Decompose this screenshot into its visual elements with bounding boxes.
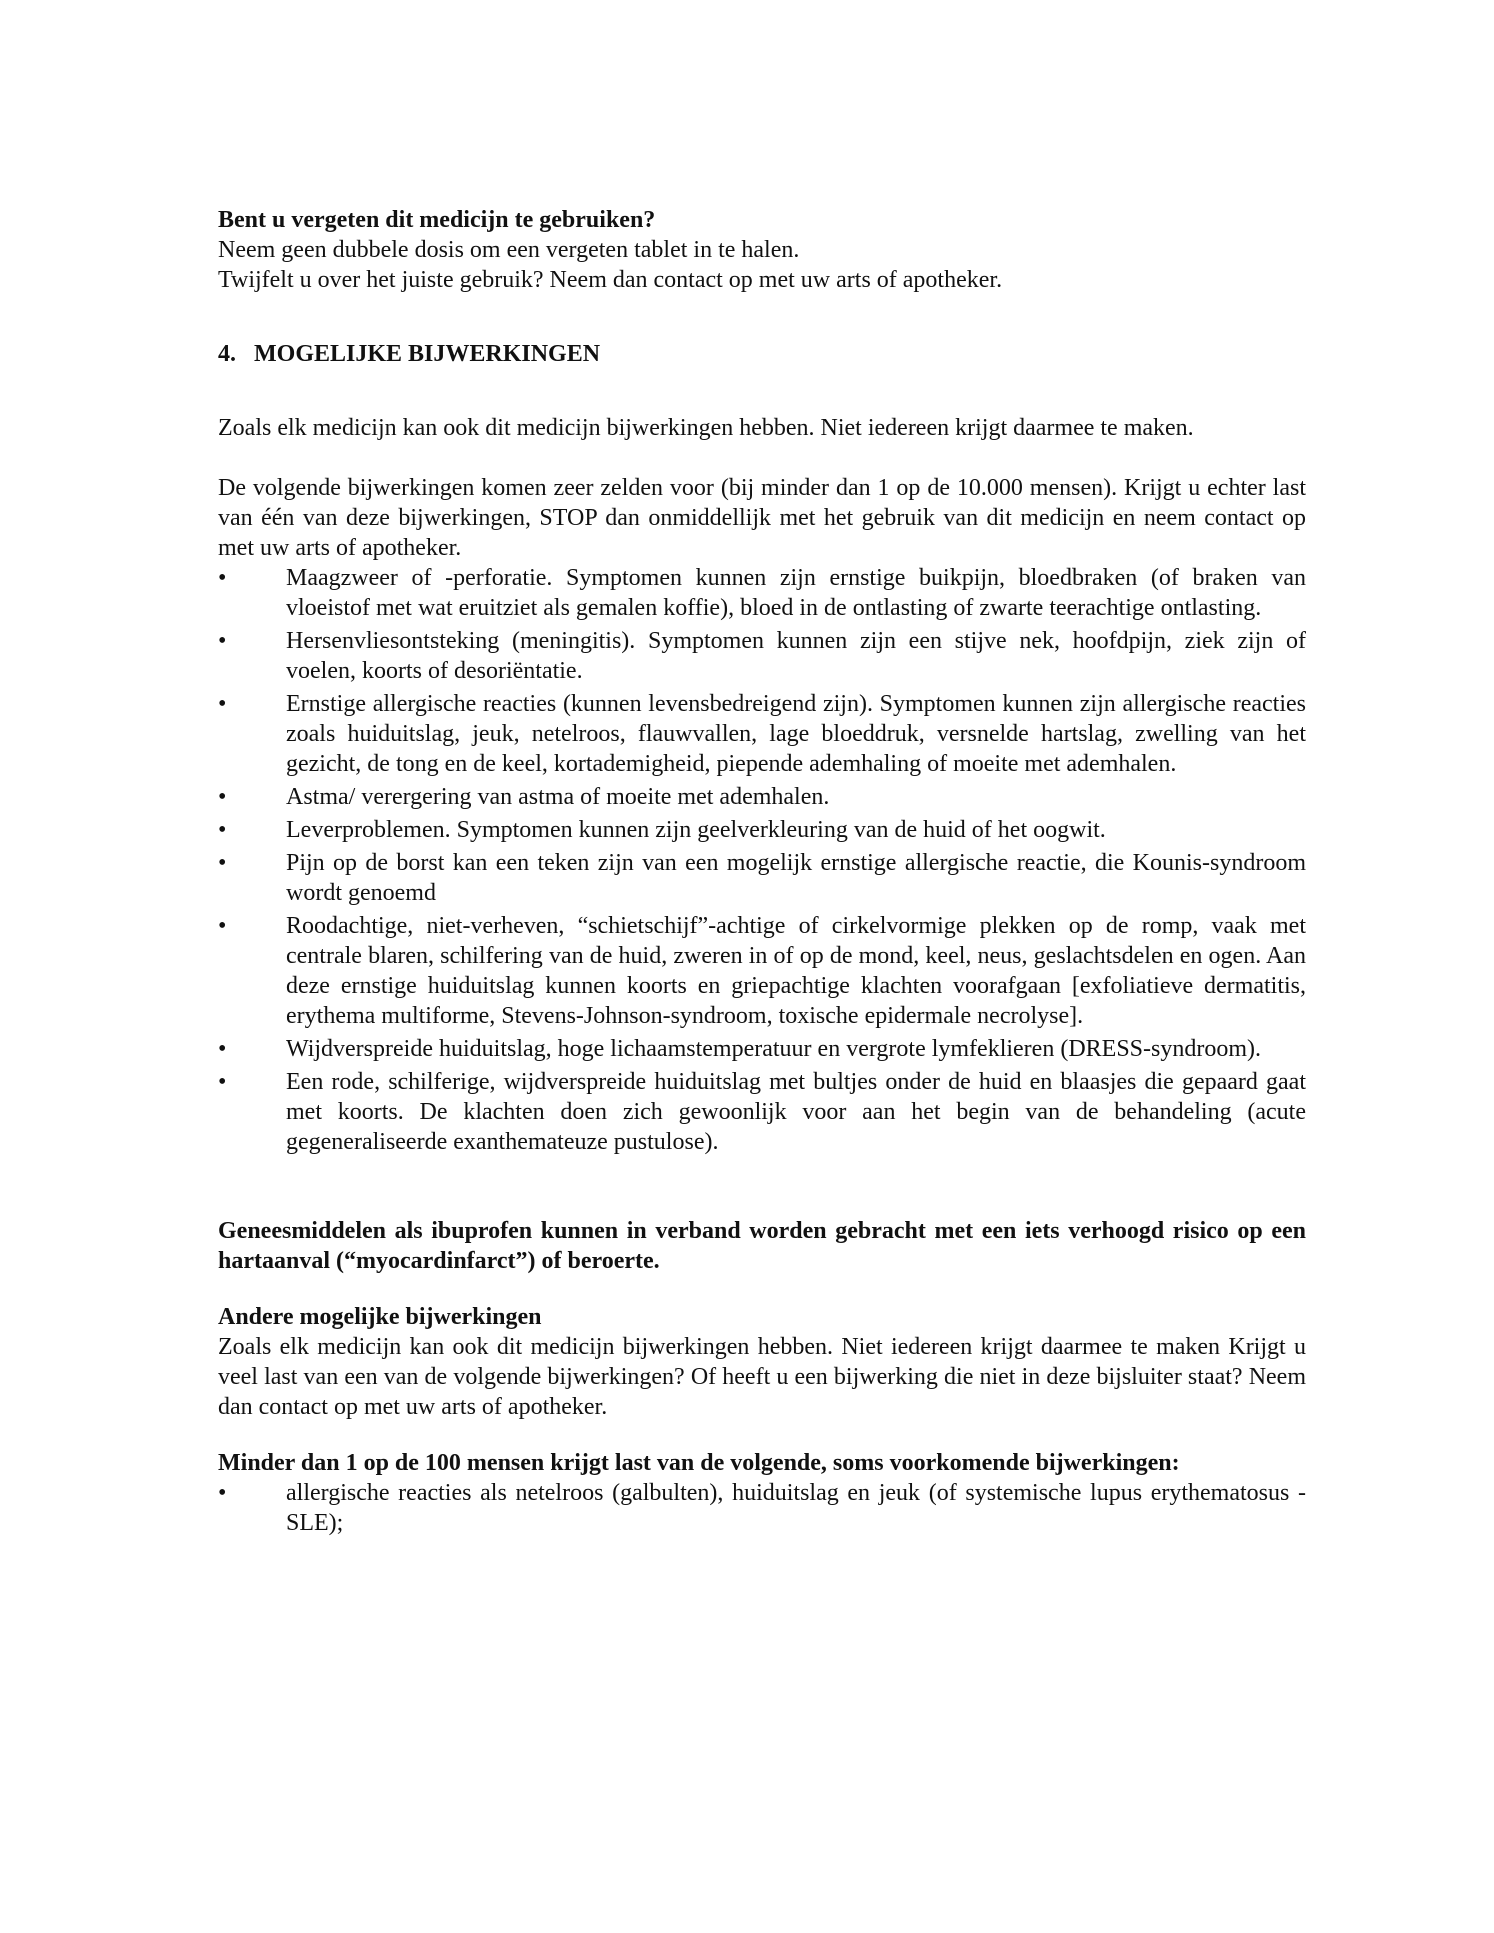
section-title: MOGELIJKE BIJWERKINGEN xyxy=(254,341,601,367)
very-rare-list xyxy=(218,563,1306,1157)
list-item-text: Astma/ verergering van astma of moeite met ademhalen. xyxy=(286,784,830,810)
list-item-text: Pijn op de borst kan een teken zijn van een mogelijk ernstige allergische reactie, die Kounis-syndroom wordt genoemd xyxy=(286,850,1306,906)
list-item xyxy=(218,1067,1306,1157)
list-item-text: Hersenvliesontsteking (meningitis). Symptomen kunnen zijn een stijve nek, hoofdpijn, ziek zijn of voelen, koorts of desoriëntatie. xyxy=(286,628,1306,684)
list-item-text: Een rode, schilferige, wijdverspreide huiduitslag met bultjes onder de huid en blaasjes die gepaard gaat met koorts. De klachten doen zich gewoonlijk voor aan het begin van de behandeling (acute gegeneraliseerde exanthemateuze pustulose). xyxy=(286,1069,1306,1155)
list-item-text: Leverproblemen. Symptomen kunnen zijn geelverkleuring van de huid of het oogwit. xyxy=(286,817,1106,843)
forgot-dose-line-1: Neem geen dubbele dosis om een vergeten tablet in te halen. xyxy=(218,237,800,263)
list-item xyxy=(218,563,1306,623)
ibuprofen-warning: Geneesmiddelen als ibuprofen kunnen in verband worden gebracht met een iets verhoogd risico op een hartaanval (“myocardinfarct”) of beroerte. xyxy=(218,1218,1306,1274)
section-heading xyxy=(218,339,1306,369)
other-side-effects-title: Andere mogelijke bijwerkingen xyxy=(218,1304,542,1330)
bullet-icon: • xyxy=(218,1036,227,1062)
bullet-icon: • xyxy=(218,817,227,843)
list-item-text: Ernstige allergische reacties (kunnen levensbedreigend zijn). Symptomen kunnen zijn allergische reacties zoals huiduitslag, jeuk, netelroos, flauwvallen, lage bloeddruk, versnelde hartslag, zwelling van het gezicht, de tong en de keel, kortademigheid, piepende ademhaling of moeite met ademhalen. xyxy=(286,691,1306,777)
bullet-icon: • xyxy=(218,1480,227,1506)
bullet-icon: • xyxy=(218,784,227,810)
bullet-icon: • xyxy=(218,628,227,654)
list-item xyxy=(218,848,1306,908)
spacer xyxy=(218,295,1306,339)
list-item xyxy=(218,815,1306,845)
list-item xyxy=(218,689,1306,779)
list-item-text: Roodachtige, niet-verheven, “schietschijf”-achtige of cirkelvormige plekken op de romp, vaak met centrale blaren, schilfering van de huid, zweren in of op de mond, keel, neus, geslachtsdelen en ogen. Aan deze ernstige huiduitslag kunnen koorts en griepachtige klachten voorafgaan [exfoliatieve dermatitis, erythema multiforme, Stevens-Johnson-syndroom, toxische epidermale necrolyse]. xyxy=(286,913,1306,1029)
bullet-icon: • xyxy=(218,565,227,591)
bullet-icon: • xyxy=(218,913,227,939)
list-item xyxy=(218,911,1306,1031)
bullet-icon: • xyxy=(218,1069,227,1095)
document-page xyxy=(218,205,1306,1541)
section-number: 4. xyxy=(218,341,236,367)
list-item xyxy=(218,1478,1306,1538)
spacer xyxy=(218,443,1306,473)
side-effects-intro: Zoals elk medicijn kan ook dit medicijn bijwerkingen hebben. Niet iedereen krijgt daarmee te maken. xyxy=(218,415,1194,441)
spacer xyxy=(218,1422,1306,1448)
spacer xyxy=(218,1160,1306,1216)
uncommon-title: Minder dan 1 op de 100 mensen krijgt last van de volgende, soms voorkomende bijwerkingen: xyxy=(218,1450,1180,1476)
other-side-effects-text: Zoals elk medicijn kan ook dit medicijn bijwerkingen hebben. Niet iedereen krijgt daarmee te maken Krijgt u veel last van een van de volgende bijwerkingen? Of heeft u een bijwerking die niet in deze bijsluiter staat? Neem dan contact op met uw arts of apotheker. xyxy=(218,1334,1306,1420)
list-item xyxy=(218,782,1306,812)
spacer xyxy=(218,1276,1306,1302)
forgot-dose-title: Bent u vergeten dit medicijn te gebruiken? xyxy=(218,207,656,233)
list-item-text: allergische reacties als netelroos (galbulten), huiduitslag en jeuk (of systemische lupus erythematosus - SLE); xyxy=(286,1480,1306,1536)
bullet-icon: • xyxy=(218,850,227,876)
list-item xyxy=(218,1034,1306,1064)
forgot-dose-line-2: Twijfelt u over het juiste gebruik? Neem dan contact op met uw arts of apotheker. xyxy=(218,267,1003,293)
list-item-text: Maagzweer of -perforatie. Symptomen kunnen zijn ernstige buikpijn, bloedbraken (of braken van vloeistof met wat eruitziet als gemalen koffie), bloed in de ontlasting of zwarte teerachtige ontlasting. xyxy=(286,565,1306,621)
spacer xyxy=(218,369,1306,413)
bullet-icon: • xyxy=(218,691,227,717)
very-rare-intro: De volgende bijwerkingen komen zeer zelden voor (bij minder dan 1 op de 10.000 mensen). Krijgt u echter last van één van deze bijwerkingen, STOP dan onmiddellijk met het gebruik van dit medicijn en neem contact op met uw arts of apotheker. xyxy=(218,475,1306,561)
list-item-text: Wijdverspreide huiduitslag, hoge lichaamstemperatuur en vergrote lymfeklieren (DRESS-syndroom). xyxy=(286,1036,1261,1062)
list-item xyxy=(218,626,1306,686)
uncommon-list xyxy=(218,1478,1306,1538)
